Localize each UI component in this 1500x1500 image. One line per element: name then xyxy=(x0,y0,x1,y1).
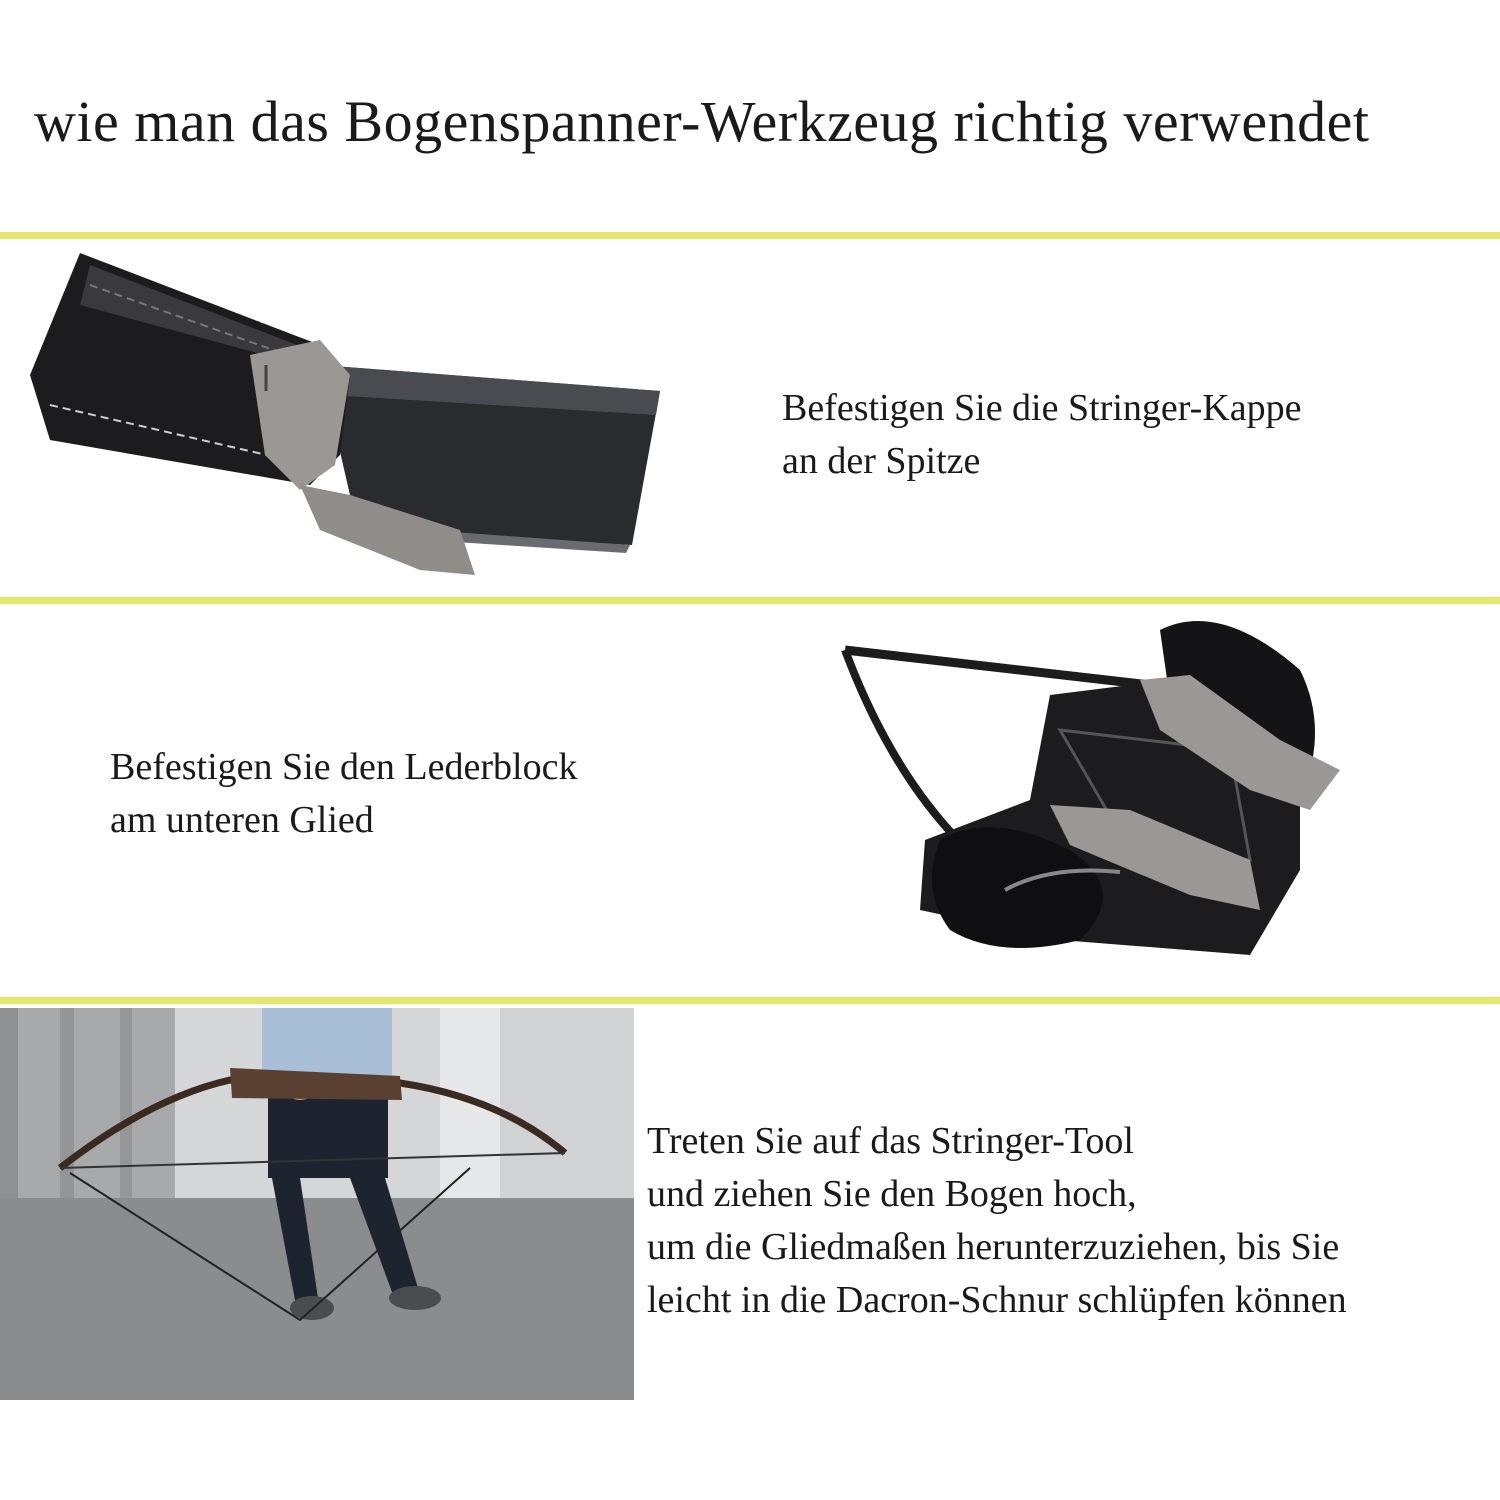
archer-photo xyxy=(0,1008,634,1400)
step1-caption-line1: Befestigen Sie die Stringer-Kappe xyxy=(782,387,1302,429)
divider-top xyxy=(0,232,1500,239)
divider-bottom xyxy=(0,997,1500,1004)
step1-caption xyxy=(782,382,1301,488)
divider-middle xyxy=(0,597,1500,604)
stringer-cap-image xyxy=(20,245,670,590)
step2-caption xyxy=(110,741,577,847)
step2-caption-line1: Befestigen Sie den Lederblock xyxy=(110,746,578,788)
step3-caption-line3: um die Gliedmaßen herunterzuziehen, bis Sie xyxy=(647,1226,1340,1268)
step3-caption-line4: leicht in die Dacron-Schnur schlüpfen können xyxy=(647,1279,1347,1321)
leather-block-image xyxy=(830,610,1350,965)
page-title: wie man das Bogenspanner-Werkzeug richtig verwendet xyxy=(34,89,1370,154)
step3-caption-line1: Treten Sie auf das Stringer-Tool xyxy=(647,1120,1134,1162)
step2-caption-line2: am unteren Glied xyxy=(110,799,374,841)
step3-caption-line2: und ziehen Sie den Bogen hoch, xyxy=(647,1173,1137,1215)
step3-caption xyxy=(647,1115,1347,1327)
step1-caption-line2: an der Spitze xyxy=(782,440,981,482)
